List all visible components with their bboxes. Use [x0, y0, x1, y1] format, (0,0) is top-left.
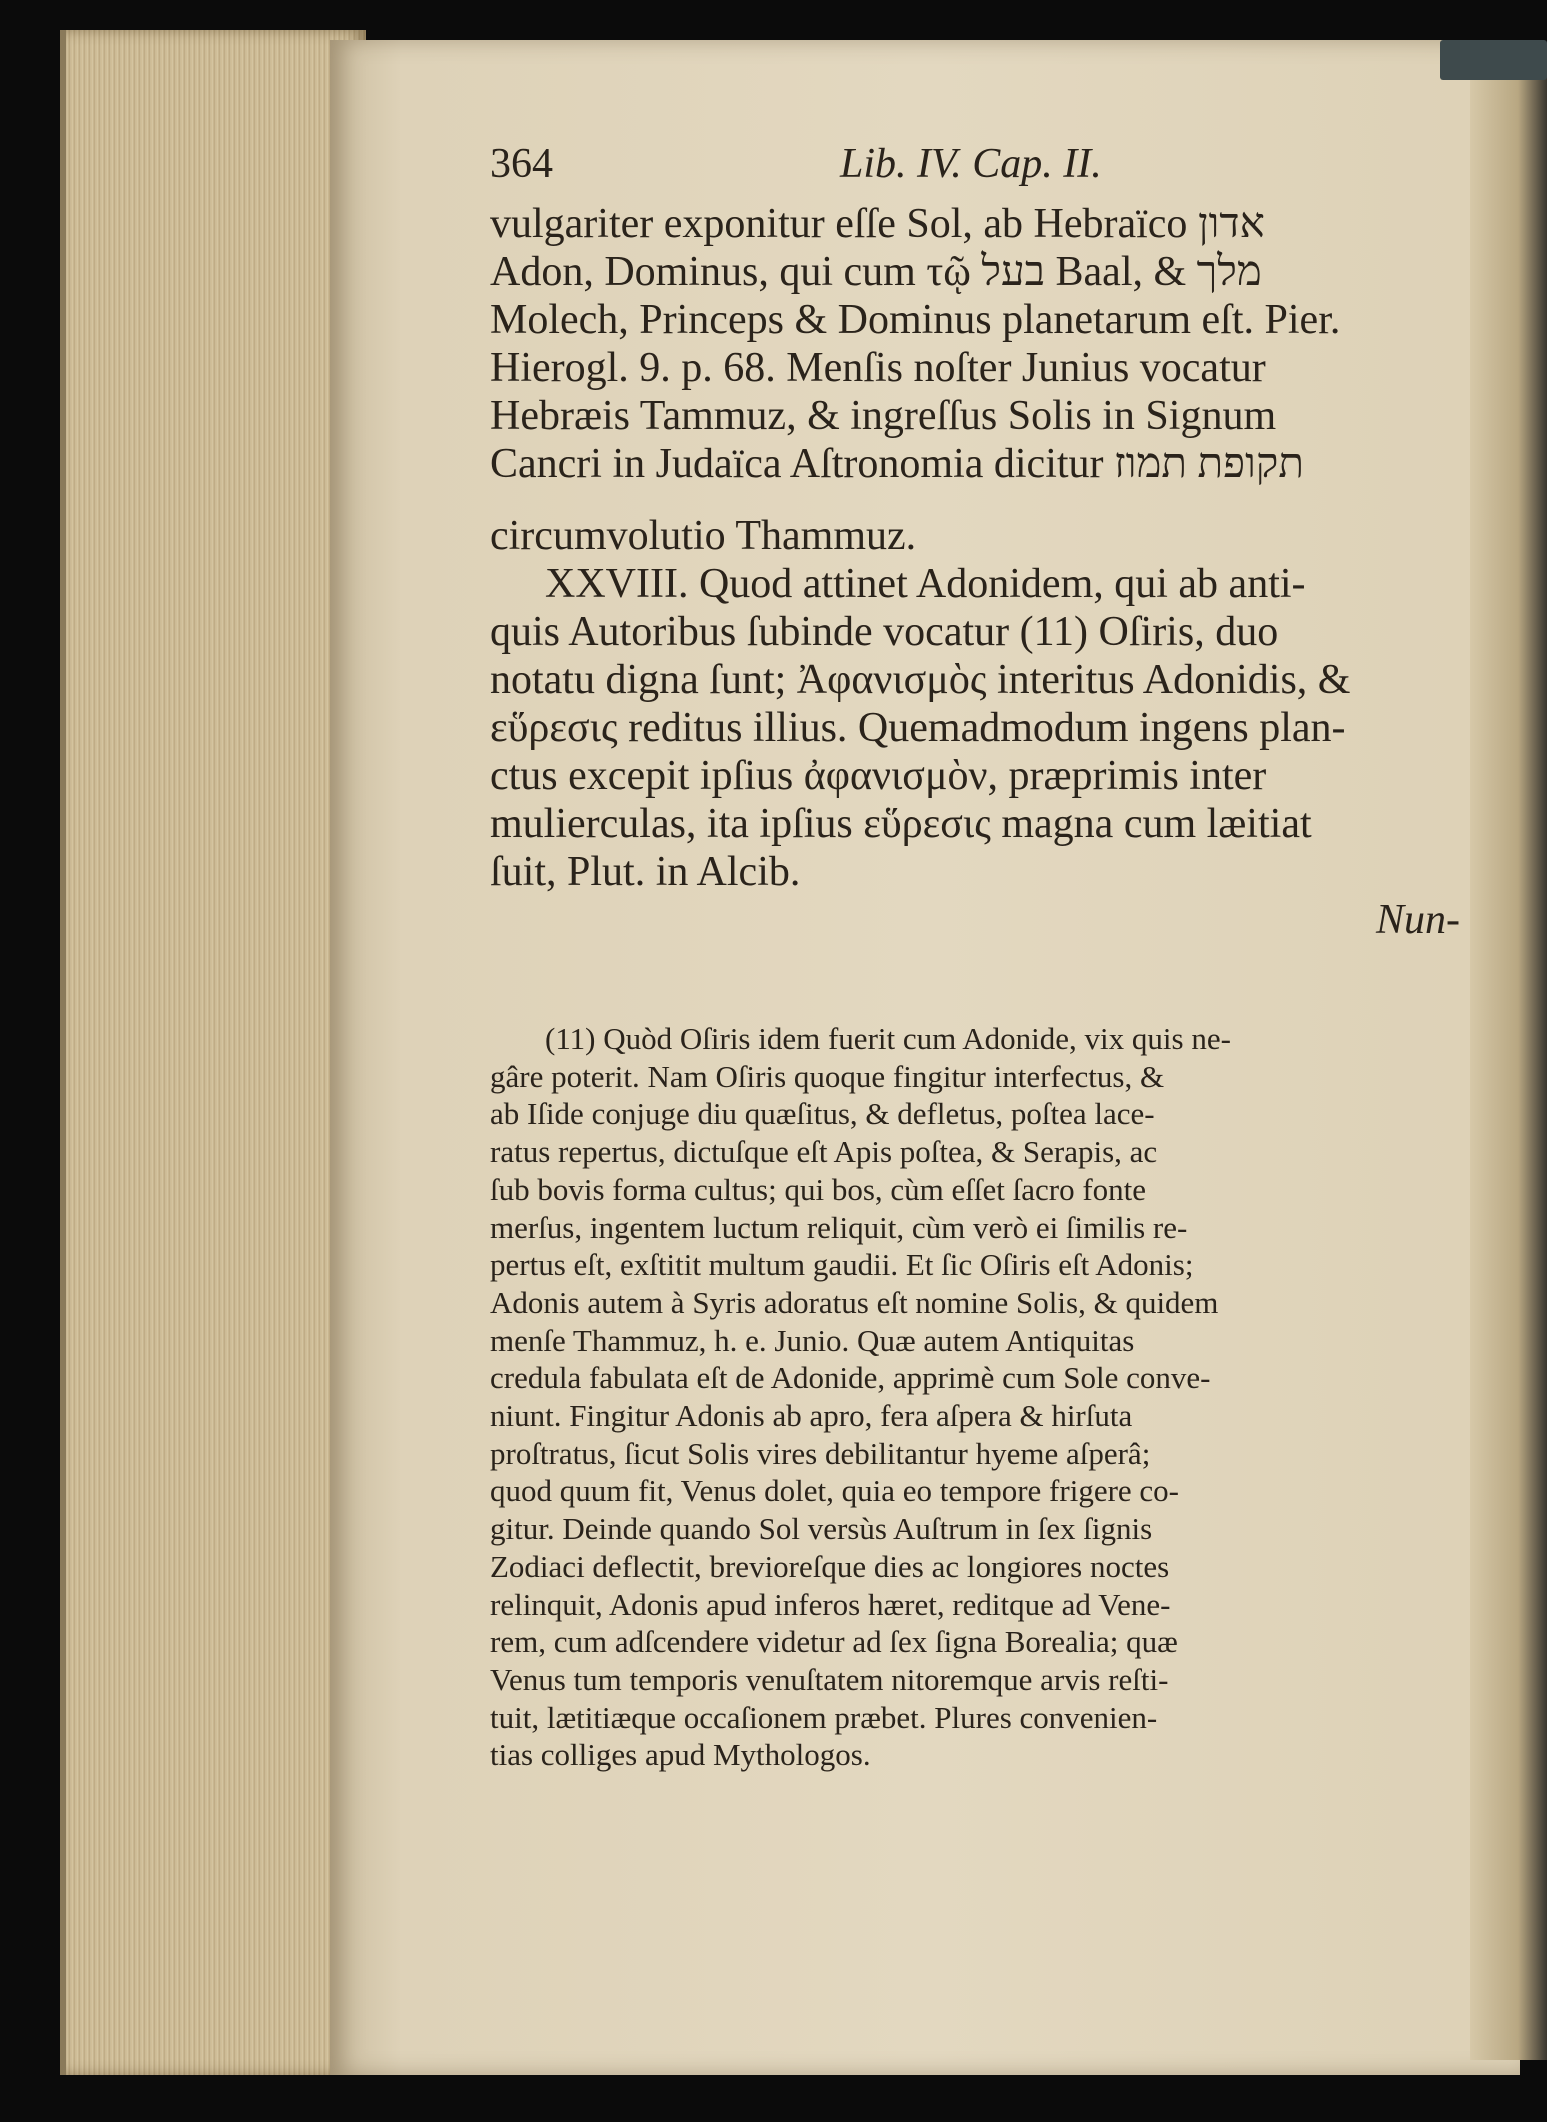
text-line: Hierogl. 9. p. 68. Menſis noſter Junius vocatur	[490, 345, 1266, 391]
footnote-line: Zodiaci deflectit, brevioreſque dies ac longiores noctes	[490, 1548, 1170, 1584]
main-text	[490, 200, 1460, 944]
footnote-line: relinquit, Adonis apud inferos hæret, reditque ad Vene-	[490, 1586, 1171, 1622]
footnote-line: credula fabulata eſt de Adonide, apprimè cum Sole conve-	[490, 1360, 1211, 1396]
page-number: 364	[490, 141, 553, 187]
footnote-line: gitur. Deinde quando Sol versùs Auſtrum in ſex ſignis	[490, 1511, 1153, 1547]
page-gutter-shadow	[1470, 60, 1547, 2060]
running-head: Lib. IV. Cap. II.	[840, 141, 1102, 187]
footnote-line: tias colliges apud Mythologos.	[490, 1737, 871, 1773]
text-line: ſuit, Plut. in Alcib.	[490, 849, 801, 895]
footnote-line: niunt. Fingitur Adonis ab apro, fera aſpera & hirſuta	[490, 1398, 1133, 1434]
footnote-line: ab Iſide conjuge diu quæſitus, & defletus, poſtea lace-	[490, 1096, 1155, 1132]
footnote-line: tuit, lætitiæque occaſionem præbet. Plures convenien-	[490, 1699, 1158, 1735]
text-line: circumvolutio Thammuz.	[490, 513, 917, 559]
text-line: Hebræis Tammuz, & ingreſſus Solis in Signum	[490, 393, 1277, 439]
text-line: εὕρεσις reditus illius. Quemadmodum ingens plan-	[490, 705, 1346, 751]
footnote-line: menſe Thammuz, h. e. Junio. Quæ autem Antiquitas	[490, 1322, 1135, 1358]
text-line: Adon, Dominus, qui cum τῷ בעל Baal, & מלך	[490, 249, 1262, 295]
footnote	[490, 1020, 1460, 1774]
footnote-line: proſtratus, ſicut Solis vires debilitantur hyeme aſperâ;	[490, 1435, 1151, 1471]
footnote-line: Venus tum temporis venuſtatem nitoremque arvis reſti-	[490, 1661, 1169, 1697]
footnote-line: Adonis autem à Syris adoratus eſt nomine Solis, & quidem	[490, 1284, 1219, 1320]
footnote-line: (11) Quòd Oſiris idem fuerit cum Adonide, vix quis ne-	[545, 1021, 1231, 1056]
footnote-line: ratus repertus, dictuſque eſt Apis poſtea, & Serapis, ac	[490, 1134, 1158, 1170]
clip-icon	[1440, 40, 1547, 80]
page-header	[490, 140, 1460, 190]
footnote-line: rem, cum adſcendere videtur ad ſex ſigna Borealia; quæ	[490, 1624, 1178, 1660]
footnote-line: ſub bovis forma cultus; qui bos, cùm eſſet ſacro fonte	[490, 1171, 1147, 1207]
text-line: ctus excepit ipſius ἀφανισμὸν, præprimis inter	[490, 753, 1267, 799]
footnote-line: pertus eſt, exſtitit multum gaudii. Et ſic Oſiris eſt Adonis;	[490, 1247, 1194, 1283]
footnote-line: quod quum fit, Venus dolet, quia eo tempore frigere co-	[490, 1473, 1179, 1509]
text-line: notatu digna ſunt; Ἀφανισμὸς interitus Adonidis, &	[490, 657, 1351, 703]
page-block-edge	[60, 30, 366, 2075]
text-line: quis Autoribus ſubinde vocatur (11) Oſiris, duo	[490, 609, 1279, 655]
text-line: Molech, Princeps & Dominus planetarum eſt. Pier.	[490, 297, 1341, 343]
text-line: Cancri in Judaïca Aſtronomia dicitur תקופת תמוז	[490, 441, 1304, 487]
text-line: vulgariter exponitur eſſe Sol, ab Hebraïco אדון	[490, 201, 1265, 247]
catchword: Nun-	[1376, 897, 1460, 943]
footnote-line: gâre poterit. Nam Oſiris quoque fingitur interfectus, &	[490, 1058, 1165, 1094]
text-line: mulierculas, ita ipſius εὕρεσις magna cum læitiat	[490, 801, 1312, 847]
footnote-line: merſus, ingentem luctum reliquit, cùm verò ei ſimilis re-	[490, 1209, 1188, 1245]
text-line: XXVIII. Quod attinet Adonidem, qui ab anti-	[545, 561, 1306, 607]
